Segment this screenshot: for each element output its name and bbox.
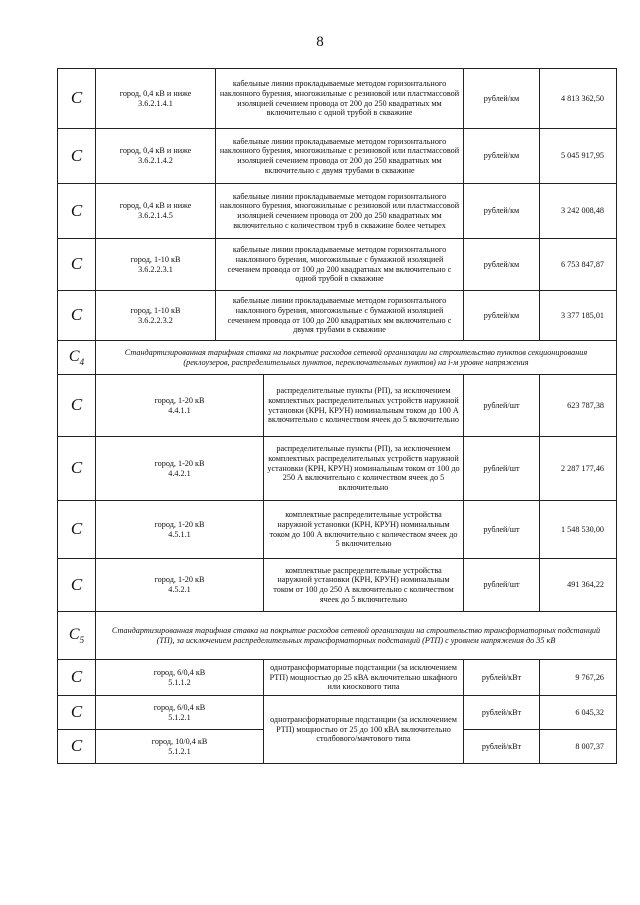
rate-symbol: C <box>58 660 96 696</box>
value-cell: 6 753 847,87 <box>540 239 617 291</box>
location-voltage: город, 1-20 кВ <box>154 575 205 585</box>
description-cell: распределительные пункты (РП), за исключением комплектных распределительных устройств наружной установки (КРН, КРУН) номинальным током от 100 до 250 А включительно с количеством ячеек до 5 включительно <box>264 437 464 501</box>
rate-code: 5.1.1.2 <box>168 677 191 687</box>
unit-cell: рублей/кВт <box>464 696 540 730</box>
description-cell: комплектные распределительные устройства наружной установки (КРН, КРУН) номинальным током от 100 до 250 А включительно с количеством ячеек до 5 включительно <box>264 559 464 612</box>
unit-cell: рублей/шт <box>464 559 540 612</box>
location-cell <box>96 184 216 239</box>
rate-code: 4.4.1.1 <box>168 405 191 415</box>
rate-code: 4.5.1.1 <box>168 529 191 539</box>
location-voltage: город, 1-20 кВ <box>154 519 205 529</box>
rate-code: 3.6.2.2.3.1 <box>138 264 173 274</box>
value-cell: 2 287 177,46 <box>540 437 617 501</box>
description-cell: кабельные линии прокладываемые методом горизонтального наклонного бурения, многожильные с резиновой или пластмассовой изоляцией сечением провода от 200 до 250 квадратных мм включительно с двумя трубами в скважине <box>216 129 464 184</box>
section-symbol-letter: C <box>68 347 80 365</box>
section-title: Стандартизированная тарифная ставка на покрытие расходов сетевой организации на строительство пунктов секционирования (реклоузеров, распределительных пунктов, переключательных пунктов) на i-м уровне напряжения <box>96 341 617 375</box>
description-cell: распределительные пункты (РП), за исключением комплектных распределительных устройств наружной установки (КРН, КРУН) номинальным током до 100 А включительно с количеством ячеек до 5 включительно <box>264 375 464 437</box>
table-row <box>58 437 617 501</box>
rate-symbol: C <box>58 291 96 341</box>
table-row <box>58 696 617 730</box>
value-cell: 623 787,38 <box>540 375 617 437</box>
table-row <box>58 559 617 612</box>
rate-code: 4.5.2.1 <box>168 585 191 594</box>
section-symbol-subscript: 5 <box>79 634 85 645</box>
description-cell: кабельные линии прокладываемые методом горизонтального наклонного бурения, многожильные с бумажной изоляцией сечением провода от 100 до 200 квадратных мм включительно с двумя трубами в скважине <box>216 291 464 341</box>
location-voltage: город, 0,4 кВ и ниже <box>119 88 192 98</box>
section-symbol <box>58 612 96 660</box>
table-row <box>58 291 617 341</box>
unit-cell: рублей/шт <box>464 501 540 559</box>
location-voltage: город, 6/0,4 кВ <box>153 667 206 677</box>
section-symbol-subscript: 4 <box>79 356 85 367</box>
section-header-row <box>58 612 617 660</box>
location-cell <box>96 501 264 559</box>
value-cell: 3 377 185,01 <box>540 291 617 341</box>
location-cell <box>96 559 264 612</box>
location-voltage: город, 10/0,4 кВ <box>151 736 208 746</box>
location-voltage: город, 1-20 кВ <box>154 395 205 405</box>
value-cell: 9 767,26 <box>540 660 617 696</box>
rate-code: 3.6.2.1.4.2 <box>138 156 173 165</box>
rate-symbol: C <box>58 501 96 559</box>
unit-cell: рублей/шт <box>464 437 540 501</box>
location-voltage: город, 0,4 кВ и ниже <box>119 201 192 211</box>
description-cell: кабельные линии прокладываемые методом горизонтального наклонного бурения, многожильные с резиновой или пластмассовой изоляцией сечением провода от 200 до 250 квадратных мм включительно с количеством труб в скважине более четырех <box>216 184 464 239</box>
table-row <box>58 660 617 696</box>
value-cell: 6 045,32 <box>540 696 617 730</box>
location-voltage: город, 1-20 кВ <box>154 458 205 468</box>
section-title: Стандартизированная тарифная ставка на покрытие расходов сетевой организации на строительство трансформаторных подстанций (ТП), за исключением распределительных трансформаторных подстанций (РТП) с уровнем напряжения до 35 кВ <box>96 612 617 660</box>
value-cell: 8 007,37 <box>540 730 617 764</box>
description-cell: однотрансформаторные подстанции (за исключением РТП) мощностью до 25 кВА включительно шкафного или киоскового типа <box>264 660 464 696</box>
unit-cell: рублей/км <box>464 184 540 239</box>
unit-cell: рублей/кВт <box>464 730 540 764</box>
description-cell: однотрансформаторные подстанции (за исключением РТП) мощностью от 25 до 100 кВА включительно столбового/мачтового типа <box>264 696 464 764</box>
unit-cell: рублей/кВт <box>464 660 540 696</box>
rate-code: 3.6.2.1.4.1 <box>138 98 173 108</box>
rate-code: 5.1.2.1 <box>168 712 191 722</box>
value-cell: 4 813 362,50 <box>540 69 617 129</box>
unit-cell: рублей/км <box>464 291 540 341</box>
location-voltage: город, 6/0,4 кВ <box>153 702 206 712</box>
rate-symbol: C <box>58 184 96 239</box>
description-cell: комплектные распределительные устройства наружной установки (КРН, КРУН) номинальным током до 100 А включительно с количеством ячеек до 5 включительно <box>264 501 464 559</box>
location-cell <box>96 375 264 437</box>
location-voltage: город, 1-10 кВ <box>130 254 181 264</box>
value-cell: 3 242 008,48 <box>540 184 617 239</box>
rate-symbol: C <box>58 239 96 291</box>
section-header-row <box>58 341 617 375</box>
rate-code: 4.4.2.1 <box>168 468 191 478</box>
rate-code: 5.1.2.1 <box>168 746 191 756</box>
table-row <box>58 501 617 559</box>
rate-code: 3.6.2.1.4.5 <box>138 211 173 220</box>
location-cell <box>96 239 216 291</box>
unit-cell: рублей/км <box>464 69 540 129</box>
location-cell <box>96 660 264 696</box>
rate-code: 3.6.2.2.3.2 <box>138 315 173 325</box>
section-symbol-letter: C <box>68 625 80 643</box>
description-cell: кабельные линии прокладываемые методом горизонтального наклонного бурения, многожильные с бумажной изоляцией сечением провода от 100 до 200 квадратных мм включительно с одной трубой в скважине <box>216 239 464 291</box>
unit-cell: рублей/км <box>464 129 540 184</box>
rate-symbol: C <box>58 730 96 764</box>
table-row <box>58 69 617 129</box>
table-row <box>58 239 617 291</box>
rate-symbol: C <box>58 69 96 129</box>
section-symbol <box>58 341 96 375</box>
location-cell <box>96 291 216 341</box>
value-cell: 5 045 917,95 <box>540 129 617 184</box>
location-cell <box>96 730 264 764</box>
value-cell: 491 364,22 <box>540 559 617 612</box>
rate-symbol: C <box>58 129 96 184</box>
rate-symbol: C <box>58 437 96 501</box>
rate-symbol: C <box>58 559 96 612</box>
location-cell <box>96 69 216 129</box>
description-cell: кабельные линии прокладываемые методом горизонтального наклонного бурения, многожильные с резиновой или пластмассовой изоляцией сечением провода от 200 до 250 квадратных мм включительно с одной трубой в скважине <box>216 69 464 129</box>
page-number: 8 <box>316 34 324 50</box>
table-row <box>58 129 617 184</box>
tariff-table <box>57 68 616 764</box>
rate-symbol: C <box>58 696 96 730</box>
location-voltage: город, 0,4 кВ и ниже <box>119 146 192 156</box>
rate-symbol: C <box>58 375 96 437</box>
location-cell <box>96 437 264 501</box>
value-cell: 1 548 530,00 <box>540 501 617 559</box>
unit-cell: рублей/км <box>464 239 540 291</box>
unit-cell: рублей/шт <box>464 375 540 437</box>
location-voltage: город, 1-10 кВ <box>130 305 181 315</box>
location-cell <box>96 129 216 184</box>
table-row <box>58 375 617 437</box>
table-row <box>58 184 617 239</box>
location-cell <box>96 696 264 730</box>
